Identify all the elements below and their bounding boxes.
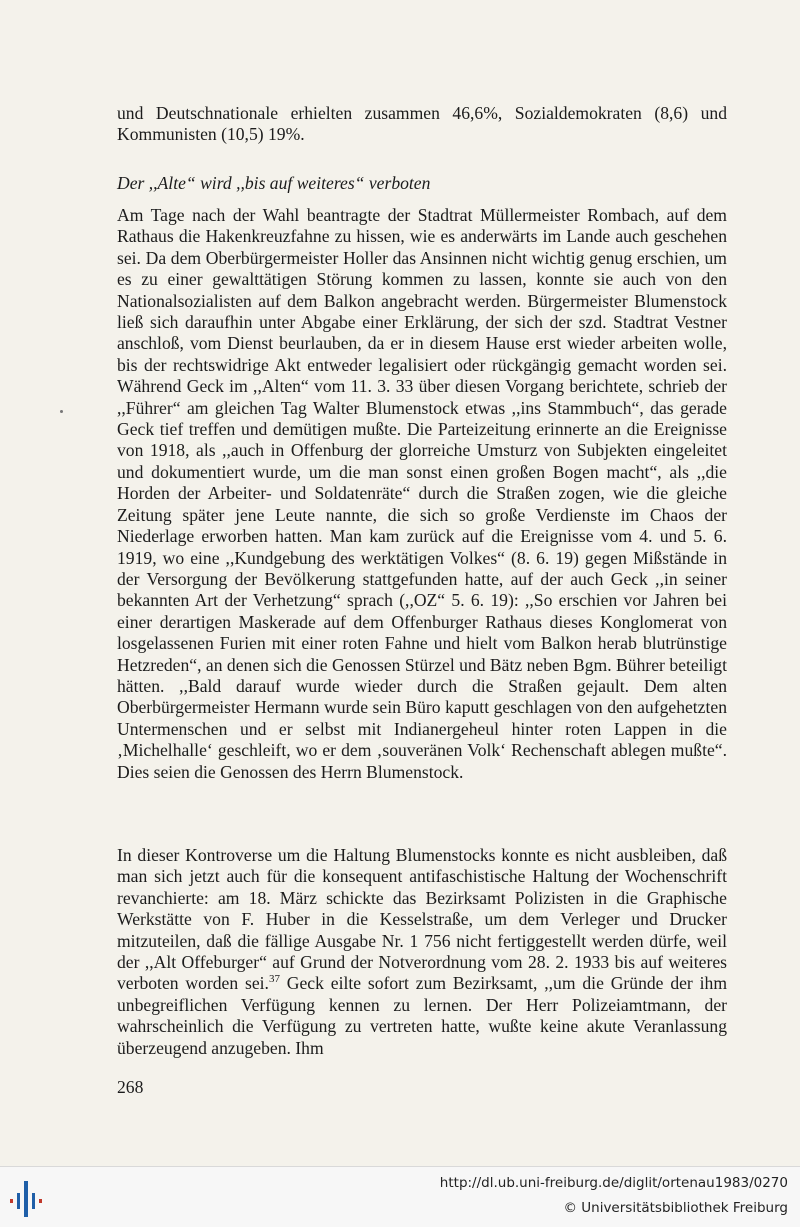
intro-text: und Deutschnationale erhielten zusammen 46,6%, Sozialdemokraten (8,6) und Kommunisten (10,5) 19%. bbox=[117, 103, 727, 145]
section-heading: Der ,,Alte“ wird ,,bis auf weiteres“ verboten bbox=[117, 173, 431, 193]
intro-paragraph bbox=[117, 103, 727, 146]
paragraph-1-text: Am Tage nach der Wahl beantragte der Stadtrat Müllermeister Rombach, auf dem Rathaus die Hakenkreuzfahne zu hissen, wie es anderwärts im Lande auch geschehen sei. Da dem Oberbürgermeister Holler das Ansinnen nicht wichtig genug erschien, um es zu einer gewalttätigen Störung kommen zu lassen, konnte sie auch von den Nationalsozialisten auf dem Balkon angebracht werden. Bürgermeister Blumenstock ließ sich daraufhin unter Abgabe einer Erklärung, der sich der szd. Stadtrat Vestner anschloß, vom Dienst beurlauben, da er in diesem Hause erst wieder arbeiten wolle, bis der rechtswidrige Akt entweder legalisiert oder rückgängig gemacht worden sei. Während Geck im ,,Alten“ vom 11. 3. 33 über diesen Vorgang berichtete, schrieb der ,,Führer“ am gleichen Tag Walter Blumenstock etwas ,,ins Stammbuch“, das gerade Geck tief treffen und demütigen mußte. Die Parteizeitung erinnerte an die Ereignisse von 1918, als ,,auch in Offenburg der glorreiche Umsturz von Subjekten eingeleitet und dokumentiert wurde, um die man sonst einen großen Bogen macht“, als ,,die Horden der Arbeiter- und Soldatenräte“ durch die Straßen zogen, wie die gleiche Zeitung später jene Leute nannte, die sich so große Verdienste im Chaos der Niederlage erworben hatten. Man kam zurück auf die Ereignisse vom 4. und 5. 6. 1919, wo eine ,,Kundgebung des werktätigen Volkes“ (8. 6. 19) gegen Mißstände in der Versorgung der Bevölkerung stattgefunden hatte, auf der auch Geck ,,in seiner bekannten Art der Verhetzung“ sprach (,,OZ“ 5. 6. 19): ,,So erschien vor Jahren bei einer derartigen Maskerade auf dem Offenburger Rathaus dieses Konglomerat von losgelassenen Furien mit einer roten Fahne und hielt vom Balkon herab blutrünstige Hetzreden“, an denen sich die Genossen Stürzel und Bätz neben Bgm. Bührer beteiligt hätten. ,,Bald darauf wurde wieder durch die Straßen gejault. Dem alten Oberbürgermeister Hermann wurde sein Büro kaputt geschlagen von den aufgehetzten Untermenschen und er selbst mit Indianergeheul hinter roten Lappen in die ‚Michelhalle‘ geschleift, wo er dem ‚souveränen Volk‘ Rechenschaft ablegen mußte“. Dies seien die Genossen des Herrn Blumenstock. bbox=[117, 205, 727, 782]
copyright-notice: © Universitätsbibliothek Freiburg bbox=[563, 1200, 788, 1216]
paragraph-2-part-b: Geck eilte sofort zum Bezirksamt, ,,um die Gründe der ihm unbegreiflichen Verfügung kennen zu lernen. Der Herr Polizeiamtmann, der wahrscheinlich die Verfügung zu vertreten hatte, wußte keine akute Veranlassung überzeugend anzugeben. Ihm bbox=[117, 973, 727, 1058]
footnote-reference: 37 bbox=[268, 973, 280, 986]
source-url[interactable]: http://dl.ub.uni-freiburg.de/diglit/ortenau1983/0270 bbox=[439, 1175, 788, 1191]
library-logo-icon bbox=[8, 1179, 52, 1219]
paragraph-2-part-a: In dieser Kontroverse um die Haltung Blumenstocks konnte es nicht ausbleiben, daß man sich jetzt auch für die konsequent antifaschistische Haltung der Wochenschrift revanchierte: am 18. März schickte das Bezirksamt Polizisten in die Graphische Werkstätte von F. Huber in die Kesselstraße, um dem Verleger und Drucker mitzuteilen, daß die fällige Ausgabe Nr. 1 756 nicht fertiggestellt werden dürfe, weil der ,,Alt Offeburger“ auf Grund der Notverordnung vom 28. 2. 1933 bis auf weiteres verboten worden sei. bbox=[117, 845, 727, 994]
scan-speck bbox=[60, 410, 63, 413]
paragraph-2-text bbox=[117, 845, 727, 1059]
paragraph-2 bbox=[117, 845, 727, 1059]
paragraph-1 bbox=[117, 205, 727, 783]
footer-bar bbox=[0, 1166, 800, 1227]
page-number: 268 bbox=[117, 1077, 144, 1097]
